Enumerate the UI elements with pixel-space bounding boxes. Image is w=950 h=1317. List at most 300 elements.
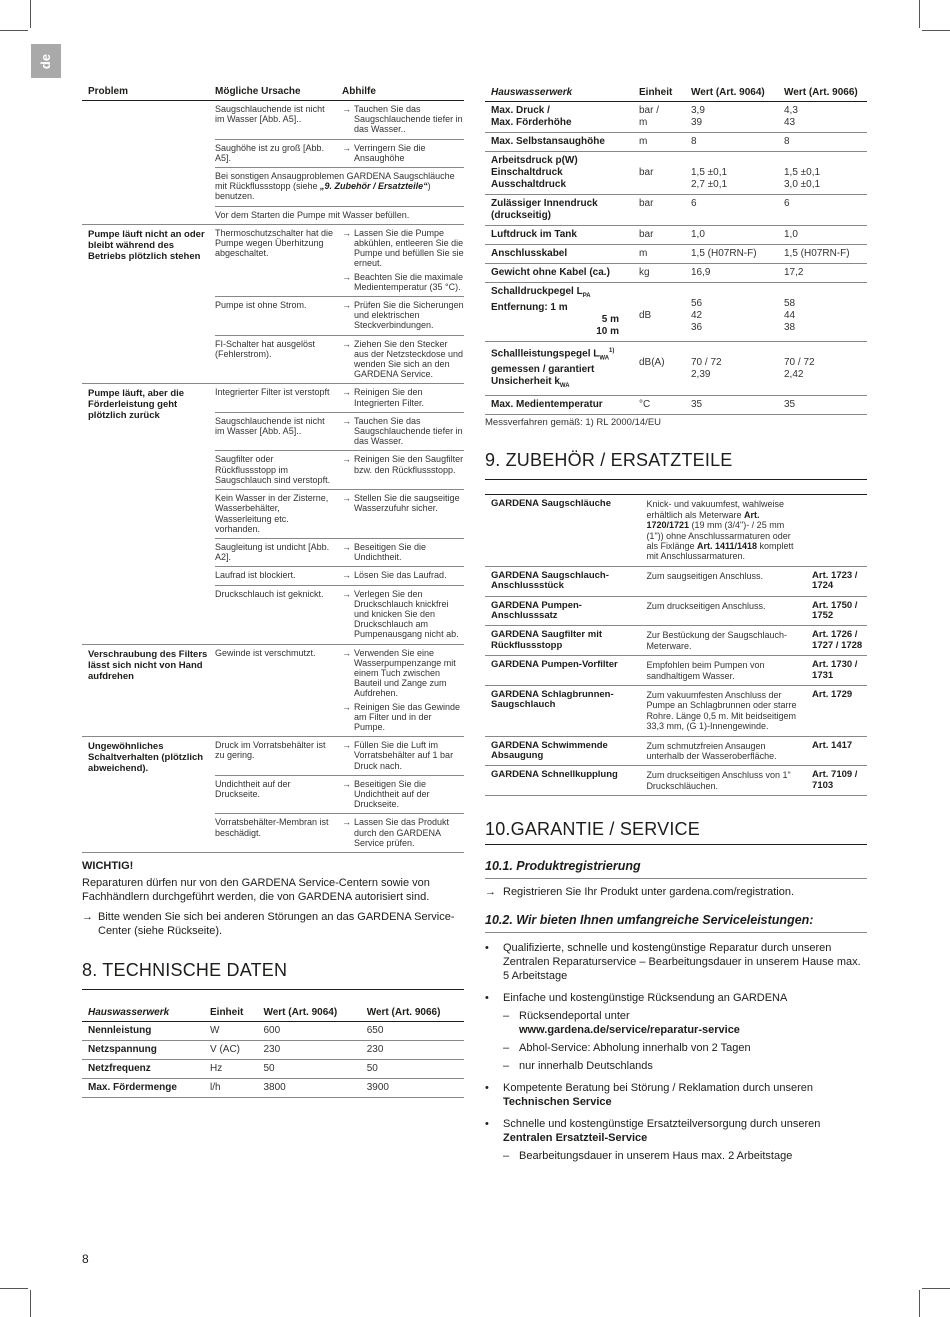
remedy-text: Beseitigen Sie die Undichtheit. (354, 541, 427, 563)
crop-mark (30, 1290, 31, 1317)
article-number: Art. 7109 / 7103 (806, 766, 867, 796)
remedy-text: Stellen Sie die saugseitige Wasserzufuhr sicher. (354, 493, 460, 514)
table-row (485, 495, 867, 566)
table-row (215, 585, 464, 644)
accessory-description: Zum schmutzfreien Ansaugen unterhalb der Wasseroberfläche. (640, 736, 806, 766)
remedy-text: Ziehen Sie den Stecker aus der Netzsteckdose und wenden Sie sich an den GARDENA Service. (354, 338, 464, 380)
row-label: Max. Medientemperatur (485, 396, 633, 415)
registration-text: Registrieren Sie Ihr Produkt unter gardena.com/registration. (503, 886, 795, 899)
tech-header-cell: Einheit (633, 84, 685, 102)
trouble-rows (215, 225, 464, 384)
value-line: 4,3 (784, 105, 798, 116)
remedy-text: Lassen Sie das Produkt durch den GARDENA Service prüfen. (354, 817, 450, 848)
remedy-text: Beseitigen Sie die Undichtheit auf der Druckseite. (354, 778, 430, 810)
troubleshooting-table (82, 101, 464, 853)
label-line: gemessen / garantiert (491, 364, 595, 376)
table-row (215, 225, 464, 296)
cause-text: Saugleitung ist undicht [Abb. A2]. (215, 541, 330, 563)
cause-text: Saugschlauchende ist nicht im Wasser [Abb. A5].. (215, 415, 325, 437)
arrow-right-icon: → (342, 541, 351, 552)
value-line: 2,42 (784, 369, 804, 380)
table-row (485, 656, 867, 686)
remedy-text: Lassen Sie die Pumpe abkühlen, entleeren Sie die Pumpe und befüllen Sie sie erneut. (354, 227, 464, 269)
remedy-text: Reinigen Sie den Integrierten Filter. (354, 387, 425, 408)
label-line: Max. Förderhöhe (491, 117, 572, 128)
accessory-description: Zum druckseitigen Anschluss von 1" Druckschläuchen. (640, 766, 806, 796)
cause-text: Laufrad ist blockiert. (215, 570, 296, 581)
label-line: 5 m (601, 314, 619, 325)
remedy-text: Füllen Sie die Luft im Vorratsbehälter auf 1 bar Druck nach. (354, 740, 454, 771)
header-remedy: Abhilfe (342, 86, 376, 97)
service-title: 10.GARANTIE / SERVICE (485, 822, 867, 845)
list-item (485, 1081, 867, 1109)
description-part: Knick- und vakuumfest, wahlweise erhältlich als Meterware (646, 499, 784, 520)
remedy-cell (342, 143, 464, 163)
row-value: 6 (685, 195, 778, 226)
dash-icon: – (503, 1060, 510, 1073)
dash-icon: – (503, 1150, 510, 1163)
table-row (215, 813, 464, 852)
row-unit: l/h (204, 1078, 257, 1097)
table-row (215, 139, 464, 167)
cause-text: Druck im Vorratsbehälter ist zu gering. (215, 740, 326, 761)
value-line: 3,0 ±0,1 (784, 179, 821, 190)
value-line: 38 (784, 322, 796, 333)
row-value (685, 342, 778, 396)
tech-table-header (82, 1004, 464, 1022)
row-value (778, 283, 867, 342)
row-label: Max. Fördermenge (82, 1078, 204, 1097)
remedy-item (342, 648, 464, 699)
tech-section (82, 960, 464, 1098)
problem-label (82, 101, 215, 224)
accessories-section (485, 450, 867, 796)
label-line: 10 m (596, 326, 619, 337)
sub-list-item (485, 1059, 867, 1073)
bullet-icon: • (485, 942, 489, 955)
remedy-text: Prüfen Sie die Sicherungen und elektrischen Steckverbindungen. (354, 300, 464, 331)
row-value: 230 (361, 1040, 464, 1059)
tech-header-cell: Wert (Art. 9066) (361, 1004, 464, 1022)
list-item (485, 1117, 867, 1145)
table-row (215, 737, 464, 775)
table-row (485, 226, 867, 245)
remedy-text: Reinigen Sie das Gewinde am Filter und in der Pumpe. (354, 701, 461, 732)
tech-header-cell: Wert (Art. 9064) (685, 84, 778, 102)
sub-list-item (485, 1041, 867, 1055)
table-row (485, 245, 867, 264)
arrow-right-icon: → (342, 104, 351, 114)
row-unit: kg (633, 264, 685, 283)
note-text: Bei sonstigen Ansaugproblemen GARDENA Saugschläuche mit Rückflussstopp (siehe (215, 171, 455, 192)
table-row (485, 596, 867, 626)
remedy-item (342, 300, 464, 331)
accessory-name: GARDENA Pumpen-Anschlusssatz (485, 596, 640, 626)
remedy-item (342, 272, 464, 292)
remedy-text: Verwenden Sie eine Wasserpumpenzange mit einem Tuch zwischen Bauteil und Zange zum Aufdrehen. (354, 647, 456, 699)
label-line: Ausschaltdruck (491, 179, 567, 190)
cause-text: Druckschlauch ist geknickt. (215, 588, 324, 599)
service-link[interactable]: www.gardena.de/service/reparatur-service (519, 1024, 740, 1037)
table-row (215, 101, 464, 139)
sub-list-item (485, 1149, 867, 1163)
row-label: Max. Selbstansaughöhe (485, 133, 633, 152)
label-line: Einschaltdruck (491, 167, 563, 178)
cause-text: FI-Schalter hat ausgelöst (Fehlerstrom). (215, 338, 316, 359)
remedy-item (342, 454, 464, 474)
cause-text: Pumpe ist ohne Strom. (215, 300, 307, 311)
row-value: 35 (685, 396, 778, 415)
table-row (485, 396, 867, 415)
tech-header-cell: Hauswasserwerk (82, 1004, 204, 1022)
table-row (485, 342, 867, 396)
value-line: 2,39 (691, 369, 711, 380)
row-label: Anschlusskabel (485, 245, 633, 264)
row-value: 3900 (361, 1078, 464, 1097)
cause-text: Kein Wasser in der Zisterne, Wasserbehälter, Wasserleitung etc. vorhanden. (215, 493, 329, 534)
label-line: Max. Druck / (491, 105, 550, 116)
row-value: 50 (361, 1059, 464, 1078)
row-value: 17,2 (778, 264, 867, 283)
row-value: 1,0 (778, 226, 867, 245)
cause-text: Thermoschutzschalter hat die Pumpe wegen Überhitzung abgeschaltet. (215, 227, 334, 259)
table-row (82, 1021, 464, 1040)
accessory-name: GARDENA Schnellkupplung (485, 766, 640, 796)
tech-title: 8. TECHNISCHE DATEN (82, 960, 464, 990)
arrow-right-icon: → (342, 142, 351, 153)
table-row (485, 566, 867, 596)
row-unit: °C (633, 396, 685, 415)
remedy-item (342, 817, 464, 848)
article-number (806, 495, 867, 566)
value-line: 36 (691, 322, 703, 333)
remedy-cell (342, 779, 464, 810)
crop-mark (922, 1288, 950, 1289)
remedy-cell (342, 817, 464, 848)
accessories-table (485, 494, 867, 796)
accessories-title: 9. ZUBEHÖR / ERSATZTEILE (485, 450, 867, 480)
remedy-item (342, 589, 464, 640)
article-number: Art. 1723 / 1724 (806, 566, 867, 596)
table-row (485, 133, 867, 152)
header-cause: Mögliche Ursache (215, 86, 301, 97)
cause-text: Saugschlauchende ist nicht im Wasser [Abb. A5].. (215, 104, 325, 125)
remedy-cell (342, 387, 464, 407)
remedy-cell (342, 228, 464, 292)
value-line: 1,5 ±0,1 (691, 167, 728, 178)
table-row (485, 283, 867, 342)
table-row (485, 766, 867, 796)
cause-text: Integrierter Filter ist verstopft (215, 387, 330, 398)
row-unit: bar (633, 195, 685, 226)
table-row (215, 296, 464, 335)
arrow-right-icon: → (342, 415, 351, 426)
cause-text: Saugfilter oder Rückflussstopp im Saugschlauch sind verstopft. (215, 454, 331, 485)
arrow-right-icon: → (342, 570, 351, 581)
accessory-name: GARDENA Saugschläuche (485, 495, 640, 566)
remedy-item (342, 542, 464, 562)
table-row (215, 450, 464, 489)
row-unit: W (204, 1021, 257, 1040)
row-label (485, 102, 633, 133)
row-label (485, 152, 633, 195)
description-part: Art. 1720/1721 (646, 509, 760, 531)
table-row (215, 489, 464, 538)
arrow-right-icon: → (342, 740, 351, 751)
value-line: 44 (784, 310, 796, 321)
arrow-right-icon: → (342, 300, 351, 311)
row-value: 3800 (257, 1078, 360, 1097)
dash-icon: – (503, 1042, 510, 1055)
table-row (215, 566, 464, 584)
trouble-group (82, 225, 464, 385)
row-value (778, 342, 867, 396)
list-item-text: Kompetente Beratung bei Störung / Reklamation durch unseren (503, 1082, 814, 1095)
cause-text: Vorratsbehälter-Membran ist beschädigt. (215, 817, 329, 838)
trouble-rows (215, 101, 464, 224)
remedy-text: Tauchen Sie das Saugschlauchende tiefer in das Wasser.. (354, 104, 463, 135)
arrow-right-icon: → (342, 271, 351, 282)
list-item-text: Schnelle und kostengünstige Ersatzteilversorgung durch unseren (503, 1118, 821, 1131)
accessory-description (640, 495, 806, 566)
remedy-item (342, 104, 464, 135)
trouble-rows (215, 645, 464, 737)
tech-header-cell: Einheit (204, 1004, 257, 1022)
list-item-emphasis: Zentralen Ersatzteil-Service (503, 1132, 648, 1145)
bullet-icon: • (485, 1118, 489, 1131)
problem-label: Ungewöhnliches Schaltverhalten (plötzlich abweichend). (88, 741, 204, 775)
description-part: (19 mm (3/4")- / 25 mm (1")) ohne Anschlussarmaturen oder als Fixlänge (646, 520, 791, 551)
sub-list-item (485, 1009, 867, 1037)
value-line: 43 (784, 117, 796, 128)
troubleshooting-header (82, 84, 464, 101)
row-value: 600 (257, 1021, 360, 1040)
arrow-right-icon: → (485, 886, 496, 899)
arrow-right-icon: → (342, 588, 351, 599)
accessory-description: Zum vakuumfesten Anschluss der Pumpe an Schlagbrunnen oder starre Rohre. Länge 0,5 m. Mit beidseitigem 33,3 mm, (G 1)-Innengewinde. (640, 686, 806, 737)
accessory-name: GARDENA Pumpen-Vorfilter (485, 656, 640, 686)
remedy-item (342, 570, 464, 580)
tech-header-cell: Wert (Art. 9066) (778, 84, 867, 102)
remedy-cell (342, 416, 464, 447)
row-unit: m (633, 133, 685, 152)
trouble-rows (215, 384, 464, 643)
arrow-right-icon: → (342, 778, 351, 789)
arrow-right-icon: → (342, 338, 351, 349)
arrow-right-icon: → (342, 227, 351, 238)
page-number: 8 (82, 1252, 89, 1266)
list-item-text: Qualifizierte, schnelle und kostengünstige Reparatur durch unseren Zentralen Reparaturservice – Bearbeitungsdauer in unserem Hause max. 5 Arbeitstage (503, 942, 861, 983)
accessory-name: GARDENA Saugfilter mit Rückflussstopp (485, 626, 640, 656)
row-label: Netzspannung (82, 1040, 204, 1059)
crop-mark (0, 1288, 28, 1289)
trouble-note (215, 206, 464, 224)
remedy-cell (342, 493, 464, 534)
arrow-right-icon: → (342, 647, 351, 658)
label-text: Unsicherheit k (491, 376, 560, 388)
label-line: Arbeitsdruck p(W) (491, 155, 578, 166)
table-row (485, 195, 867, 226)
arrow-right-icon: → (82, 910, 93, 923)
crop-mark (30, 0, 31, 28)
arrow-right-icon: → (342, 817, 351, 828)
arrow-right-icon: → (342, 701, 351, 712)
tech-table (82, 1004, 464, 1098)
accessory-name: GARDENA Schwimmende Absaugung (485, 736, 640, 766)
row-value: 1,5 (H07RN-F) (685, 245, 778, 264)
remedy-text: Tauchen Sie das Saugschlauchende tiefer in das Wasser. (354, 415, 463, 447)
row-unit: Hz (204, 1059, 257, 1078)
important-notice (82, 859, 464, 938)
row-unit (633, 152, 685, 195)
table-row (485, 264, 867, 283)
crop-mark (919, 1290, 920, 1317)
footnote: Messverfahren gemäß: 1) RL 2000/14/EU (485, 417, 662, 429)
remedy-item (342, 740, 464, 771)
label-sub: WA (559, 383, 570, 390)
arrow-right-icon: → (342, 454, 351, 465)
row-label: Nennleistung (82, 1021, 204, 1040)
crop-mark (919, 0, 920, 28)
label-line: Entfernung: 1 m (491, 302, 568, 313)
unit-line: m (639, 117, 648, 128)
remedy-cell (342, 740, 464, 771)
remedy-cell (342, 648, 464, 733)
label-sub: PA (582, 293, 591, 299)
article-number: Art. 1730 / 1731 (806, 656, 867, 686)
accessory-description: Zur Bestückung der Saugschlauch-Meterware. (640, 626, 806, 656)
accessory-description: Zum saugseitigen Anschluss. (640, 566, 806, 596)
remedy-cell (342, 104, 464, 135)
problem-label: Verschraubung des Filters lässt sich nicht von Hand aufdrehen (88, 648, 208, 682)
note-text: „9. Zubehör / Ersatzteile“ (320, 181, 428, 192)
important-note-text: Bitte wenden Sie sich bei anderen Störungen an das GARDENA Service-Center (siehe Rückseite). (98, 910, 455, 937)
table-row (215, 538, 464, 566)
table-row (215, 645, 464, 737)
row-value: 6 (778, 195, 867, 226)
remedy-text: Verlegen Sie den Druckschlauch knickfrei und knicken Sie den Druckschlauch am Pumpenausgang nicht ab. (354, 588, 459, 640)
table-row (82, 1059, 464, 1078)
table-row (82, 1078, 464, 1097)
table-row (485, 686, 867, 737)
registration-note (485, 885, 867, 899)
trouble-group (82, 101, 464, 225)
table-row (82, 1040, 464, 1059)
row-unit (633, 342, 685, 396)
tech-header-cell: Hauswasserwerk (485, 84, 633, 102)
table-row (215, 384, 464, 411)
row-label (485, 342, 633, 396)
list-item-emphasis: Technischen Service (503, 1096, 612, 1109)
article-number: Art. 1750 / 1752 (806, 596, 867, 626)
table-row (215, 412, 464, 451)
row-value: 1,5 (H07RN-F) (778, 245, 867, 264)
value-line: 70 / 72 (784, 357, 815, 368)
right-column (485, 84, 867, 1163)
row-unit: m (633, 245, 685, 264)
remedy-cell (342, 300, 464, 331)
cause-text: Saughöhe ist zu groß [Abb. A5]. (215, 142, 325, 163)
description-part: komplett mit Anschlussarmaturen. (646, 540, 794, 562)
note-text: Vor dem Starten die Pumpe mit Wasser befüllen. (215, 209, 410, 220)
row-value: 230 (257, 1040, 360, 1059)
remedy-cell (342, 570, 464, 580)
left-column (82, 84, 464, 1098)
important-note (82, 910, 464, 938)
remedy-item (342, 143, 464, 163)
table-row (215, 335, 464, 384)
bullet-icon: • (485, 992, 489, 1005)
row-value: 50 (257, 1059, 360, 1078)
remedy-item (342, 416, 464, 447)
tech-table-continued (485, 84, 867, 415)
remedy-item (342, 228, 464, 269)
dash-icon: – (503, 1010, 510, 1023)
article-number: Art. 1417 (806, 736, 867, 766)
value-line: 1,5 ±0,1 (784, 167, 821, 178)
sub-item-text: Bearbeitungsdauer in unserem Haus max. 2 Arbeitstage (519, 1150, 793, 1163)
sub-item-text: Abhol-Service: Abholung innerhalb von 2 Tagen (519, 1042, 751, 1055)
remedy-cell (342, 454, 464, 485)
row-unit (633, 102, 685, 133)
trouble-group (82, 384, 464, 644)
row-value: 16,9 (685, 264, 778, 283)
article-number: Art. 1726 / 1727 / 1728 (806, 626, 867, 656)
important-text: Reparaturen dürfen nur von den GARDENA Service-Centern sowie von Fachhändlern durchgeführt werden, die von GARDENA autorisiert sind. (82, 876, 430, 903)
value-line: 56 (691, 298, 703, 309)
remedy-item (342, 339, 464, 380)
label-line (491, 345, 629, 364)
remedy-item (342, 493, 464, 513)
row-value: 35 (778, 396, 867, 415)
accessory-description: Zum druckseitigen Anschluss. (640, 596, 806, 626)
trouble-group (82, 645, 464, 738)
row-value (778, 152, 867, 195)
row-value: 8 (778, 133, 867, 152)
trouble-note (215, 167, 464, 206)
row-label: Zulässiger Innendruck (druckseitig) (485, 195, 633, 226)
label-line (491, 286, 629, 302)
tech-table-header (485, 84, 867, 102)
row-value: 650 (361, 1021, 464, 1040)
bullet-icon: • (485, 1082, 489, 1095)
remedy-text: Reinigen Sie den Saugfilter bzw. den Rückflussstopp. (354, 454, 464, 475)
remedy-cell (342, 589, 464, 640)
remedy-item (342, 702, 464, 733)
tech-header-cell: Wert (Art. 9064) (257, 1004, 360, 1022)
unit-line: dB (639, 310, 652, 321)
row-label: Netzfrequenz (82, 1059, 204, 1078)
row-unit: V (AC) (204, 1040, 257, 1059)
table-row (485, 152, 867, 195)
description-part: Art. 1411/1418 (696, 540, 758, 551)
row-value (685, 283, 778, 342)
header-problem: Problem (88, 86, 129, 97)
cause-text: Undichtheit auf der Druckseite. (215, 778, 291, 799)
problem-label: Pumpe läuft nicht an oder bleibt während des Betriebs plötzlich stehen (88, 228, 205, 262)
language-tab (31, 44, 61, 78)
row-unit (633, 283, 685, 342)
row-label: Gewicht ohne Kabel (ca.) (485, 264, 633, 283)
row-value: 8 (685, 133, 778, 152)
crop-mark (0, 30, 28, 31)
cause-text: Gewinde ist verschmutzt. (215, 647, 316, 658)
list-item (485, 991, 867, 1005)
service-section (485, 819, 867, 1163)
row-value (778, 102, 867, 133)
trouble-rows (215, 737, 464, 852)
remedy-text: Beachten Sie die maximale Medientemperatur (35 °C). (354, 271, 464, 292)
